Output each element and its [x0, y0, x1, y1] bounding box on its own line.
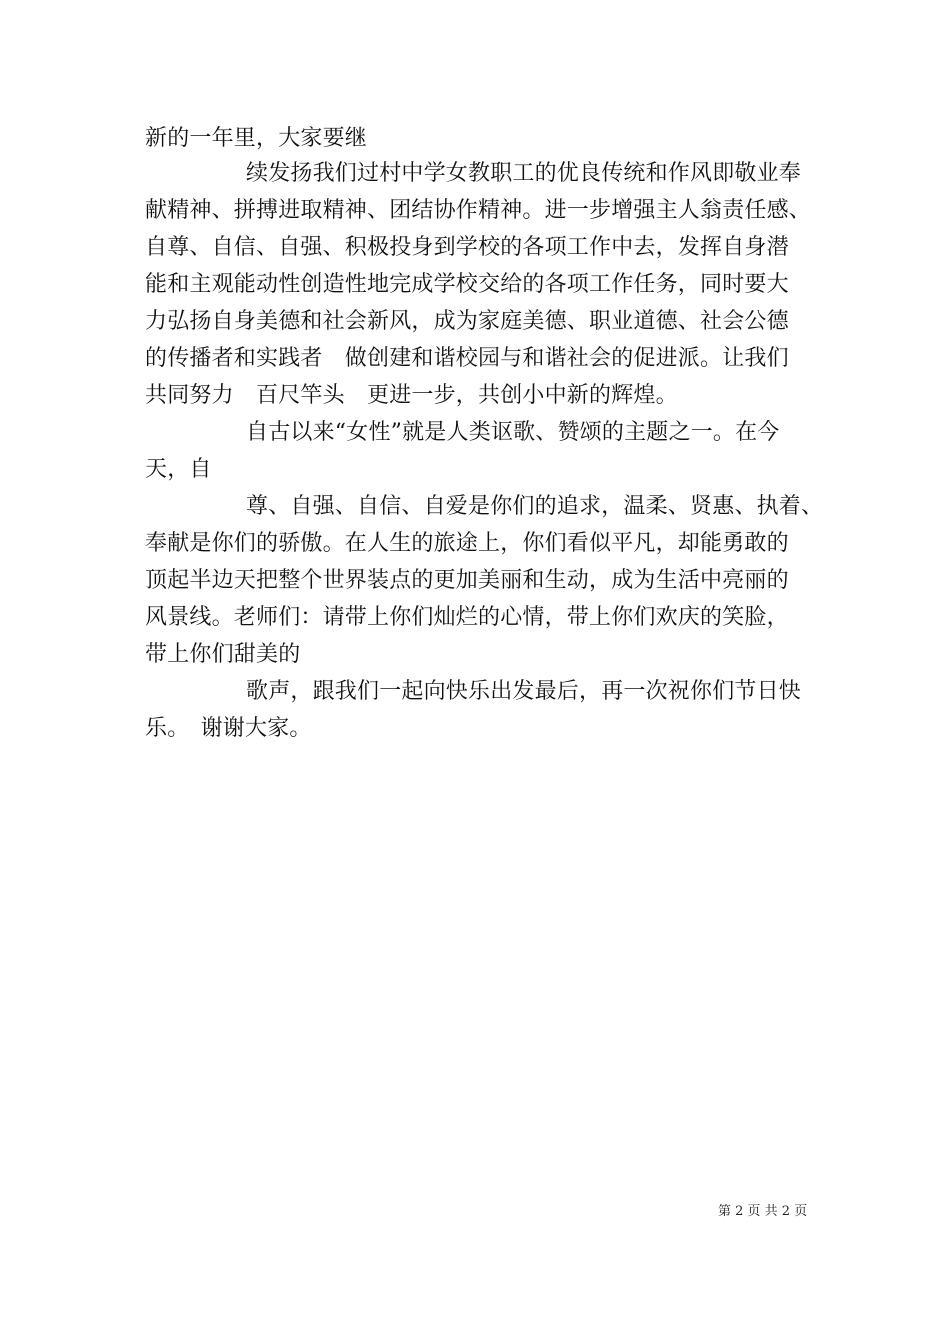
text-line-7: 的传播者和实践者 做创建和谐校园与和谐社会的促进派。让我们	[145, 346, 789, 371]
text-line-9: 自古以来“女性”就是人类讴歌、赞颂的主题之一。在今	[246, 420, 780, 445]
text-line-13: 顶起半边天把整个世界装点的更加美丽和生动，成为生活中亮丽的	[145, 568, 789, 593]
text-line-8: 共同努力 百尺竿头 更进一步，共创小中新的辉煌。	[145, 383, 678, 408]
text-line-11: 尊、自强、自信、自爱是你们的追求，温柔、贤惠、执着、	[246, 494, 824, 519]
text-line-14: 风景线。老师们：请带上你们灿烂的心情，带上你们欢庆的笑脸，	[145, 605, 789, 630]
text-line-15: 带上你们甜美的	[145, 642, 301, 667]
text-line-6: 力弘扬自身美德和社会新风，成为家庭美德、职业道德、社会公德	[145, 309, 789, 334]
text-line-10: 天，自	[145, 457, 212, 482]
text-line-5: 能和主观能动性创造性地完成学校交给的各项工作任务，同时要大	[145, 272, 789, 297]
text-line-1: 新的一年里，大家要继	[145, 126, 368, 151]
text-line-17: 乐。 谢谢大家。	[145, 716, 312, 741]
page-number-footer: 第 2 页 共 2 页	[718, 1204, 808, 1219]
text-line-3: 献精神、拼搏进取精神、团结协作精神。进一步增强主人翁责任感、	[145, 198, 812, 223]
text-line-16: 歌声，跟我们一起向快乐出发最后，再一次祝你们节日快	[246, 679, 802, 704]
text-line-4: 自尊、自信、自强、积极投身到学校的各项工作中去，发挥自身潜	[145, 235, 789, 260]
text-line-2: 续发扬我们过村中学女教职工的优良传统和作风即敬业奉	[246, 161, 802, 186]
text-line-12: 奉献是你们的骄傲。在人生的旅途上，你们看似平凡，却能勇敢的	[145, 531, 789, 556]
